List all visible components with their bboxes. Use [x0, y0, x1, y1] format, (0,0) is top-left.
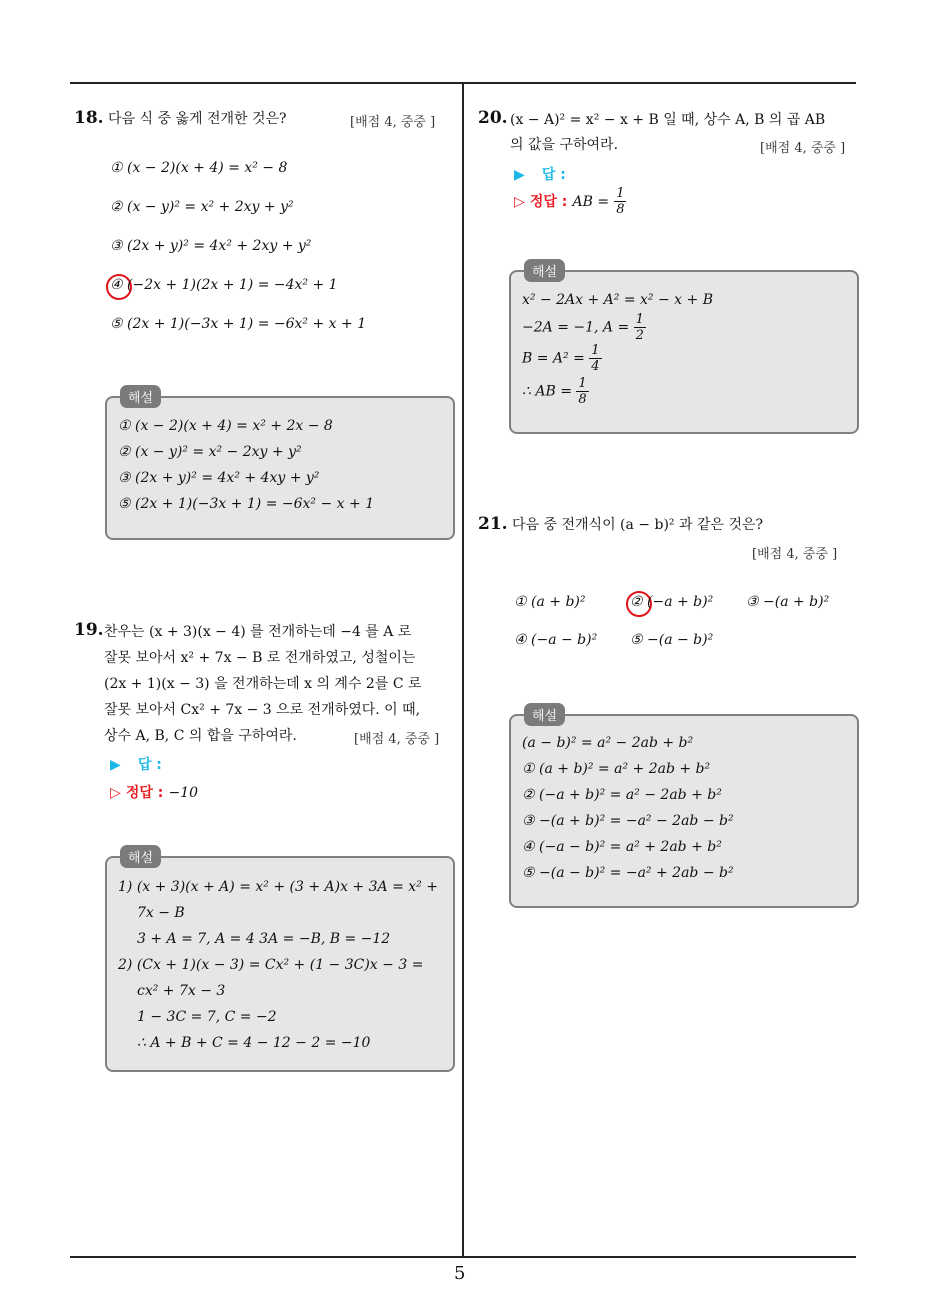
q20-answer-label: 답 : [541, 167, 566, 183]
q18-text: 다음 식 중 옳게 전개한 것은? [108, 111, 287, 127]
q20-sol-line-3: B = A² = $\frac{1}{4}$ [522, 343, 600, 374]
q19-line-4: 잘못 보아서 Cx² + 7x − 3 으로 전개하였다. 이 때, [104, 702, 421, 718]
q20-correct-fraction: $\frac{1}{8}$ [616, 186, 625, 217]
q21-sol-line-6: ⑤ −(a − b)² = −a² + 2ab − b² [522, 865, 734, 881]
q19-solution-tag: 해설 [120, 845, 161, 868]
q19-answer-label: 답 : [137, 757, 162, 773]
q21-text: 다음 중 전개식이 (a − b)² 과 같은 것은? [512, 517, 764, 533]
q19-number: 19. [74, 620, 104, 640]
q21-choice-3[interactable]: ③ −(a + b)² [746, 594, 830, 610]
q19-line-5: 상수 A, B, C 의 합을 구하여라. [104, 728, 297, 744]
q21-choice-1[interactable]: ① (a + b)² [514, 594, 586, 610]
q18-meta: [배점 4, 중중 ] [350, 115, 436, 130]
q20-line-2: 의 값을 구하여라. [510, 137, 619, 153]
q18-sol-line-2: ② (x − y)² = x² − 2xy + y² [118, 444, 302, 460]
q21-sol-line-4: ③ −(a + b)² = −a² − 2ab − b² [522, 813, 734, 829]
q18-choice-3[interactable]: ③ (2x + y)² = 4x² + 2xy + y² [110, 238, 312, 254]
q18-sol-line-4: ⑤ (2x + 1)(−3x + 1) = −6x² − x + 1 [118, 496, 375, 512]
q19-sol-line-7: ∴ A + B + C = 4 − 12 − 2 = −10 [137, 1035, 371, 1051]
q20-solution-tag: 해설 [524, 259, 565, 282]
q20-meta: [배점 4, 중중 ] [760, 141, 846, 156]
q21-sol-line-2: ① (a + b)² = a² + 2ab + b² [522, 761, 711, 777]
q19-meta: [배점 4, 중중 ] [354, 732, 440, 747]
q21-number: 21. [478, 514, 508, 534]
play-icon: ▶ [514, 167, 525, 183]
bottom-rule [70, 1256, 856, 1258]
q18-choice-4[interactable]: ④ (−2x + 1)(2x + 1) = −4x² + 1 [110, 277, 338, 293]
q18-solution-tag: 해설 [120, 385, 161, 408]
q19-sol-line-4: 2) (Cx + 1)(x − 3) = Cx² + (1 − 3C)x − 3 = [118, 957, 424, 973]
q19-line-3: (2x + 1)(x − 3) 을 전개하는데 x 의 계수 2를 C 로 [104, 676, 422, 692]
q21-sol-line-1: (a − b)² = a² − 2ab + b² [522, 735, 694, 751]
q20-sol-line-1: x² − 2Ax + A² = x² − x + B [522, 292, 713, 308]
q21-meta: [배점 4, 중중 ] [752, 547, 838, 562]
q19-line-1: 찬우는 (x + 3)(x − 4) 를 전개하는데 −4 를 A 로 [104, 624, 412, 640]
q18-sol-line-3: ③ (2x + y)² = 4x² + 4xy + y² [118, 470, 320, 486]
q21-choice-2[interactable]: ② (−a + b)² [630, 594, 714, 610]
outline-play-icon: ▷ [110, 785, 121, 801]
q19-line-2: 잘못 보아서 x² + 7x − B 로 전개하였고, 성철이는 [104, 650, 416, 666]
q20-sol-line-2: −2A = −1, A = $\frac{1}{2}$ [522, 312, 644, 343]
q18-choice-5[interactable]: ⑤ (2x + 1)(−3x + 1) = −6x² + x + 1 [110, 316, 367, 332]
q21-choice-5[interactable]: ⑤ −(a − b)² [630, 632, 714, 648]
column-divider [462, 84, 464, 1257]
q18-choice-1[interactable]: ① (x − 2)(x + 4) = x² − 8 [110, 160, 288, 176]
outline-play-icon: ▷ [514, 194, 525, 210]
q21-solution-tag: 해설 [524, 703, 565, 726]
q18-choice-2[interactable]: ② (x − y)² = x² + 2xy + y² [110, 199, 294, 215]
q19-sol-line-2: 7x − B [137, 905, 185, 921]
q19-sol-line-1: 1) (x + 3)(x + A) = x² + (3 + A)x + 3A = x² + [118, 879, 438, 895]
q19-sol-line-5: cx² + 7x − 3 [137, 983, 226, 999]
q19-correct-label: 정답 : [125, 785, 164, 801]
q20-correct-label: 정답 : [529, 194, 568, 210]
q20-line-1: (x − A)² = x² − x + B 일 때, 상수 A, B 의 곱 AB [510, 112, 826, 128]
q19-correct-value: −10 [168, 785, 199, 801]
q18-sol-line-1: ① (x − 2)(x + 4) = x² + 2x − 8 [118, 418, 333, 434]
q21-sol-line-3: ② (−a + b)² = a² − 2ab + b² [522, 787, 722, 803]
q20-number: 20. [478, 108, 508, 128]
q18-number: 18. [74, 108, 104, 128]
play-icon: ▶ [110, 757, 121, 773]
q20-correct-lhs: AB = [572, 194, 610, 210]
q19-sol-line-6: 1 − 3C = 7, C = −2 [137, 1009, 277, 1025]
q21-choice-4[interactable]: ④ (−a − b)² [514, 632, 598, 648]
q19-sol-line-3: 3 + A = 7, A = 4 3A = −B, B = −12 [137, 931, 391, 947]
q21-sol-line-5: ④ (−a − b)² = a² + 2ab + b² [522, 839, 722, 855]
page-number: 5 [454, 1263, 466, 1284]
q20-sol-line-4: ∴ AB = $\frac{1}{8}$ [522, 376, 587, 407]
